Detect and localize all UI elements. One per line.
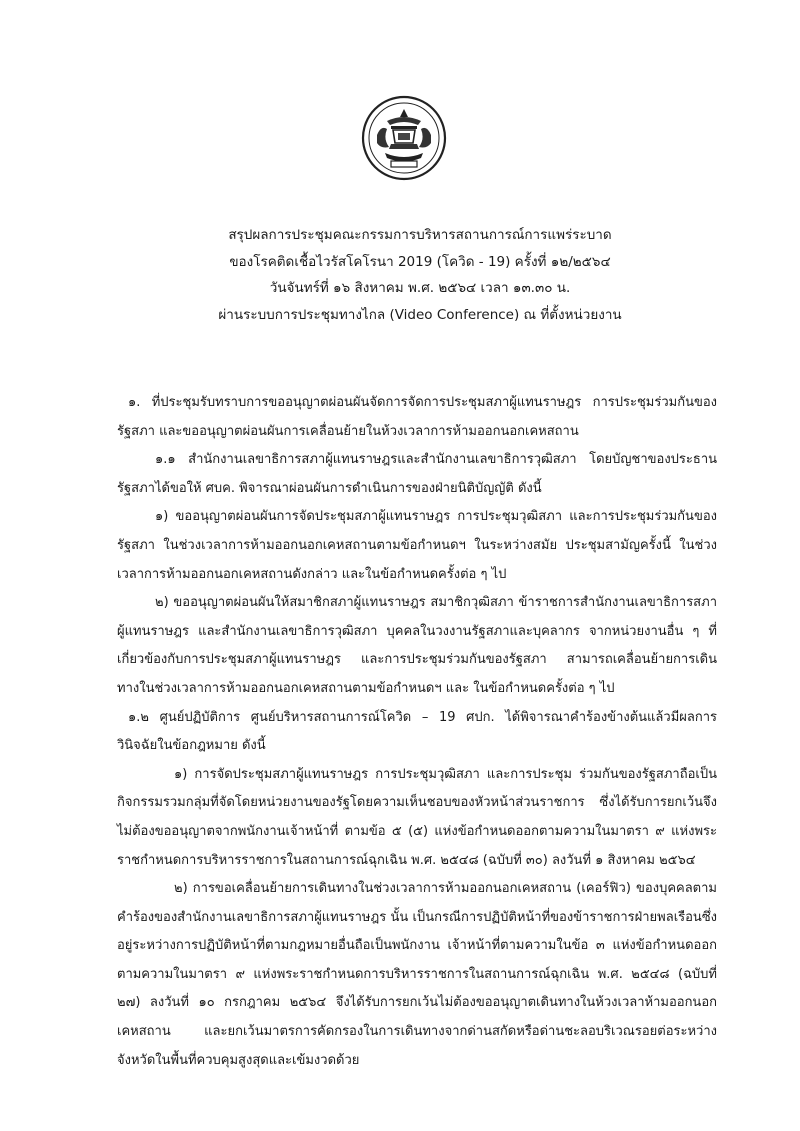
document-header (140, 222, 700, 328)
government-seal-emblem (361, 95, 447, 181)
section-1-2-paragraph: ๑.๒ ศูนย์ปฏิบัติการ ศูนย์บริหารสถานการณ์โควิด – 19 ศปก. ได้พิจารณาคำร้องข้างต้นแล้วมีผลการวินิจฉัยในข้อกฎหมาย ดังนี้ (117, 709, 717, 754)
title-line-1: สรุปผลการประชุมคณะกรรมการบริหารสถานการณ์การแพร่ระบาด (228, 227, 612, 243)
document-body (117, 389, 717, 1075)
section-1-1-item-1: ๑) ขออนุญาตผ่อนผันการจัดประชุมสภาผู้แทนราษฎร การประชุมวุฒิสภา และการประชุมร่วมกันของรัฐสภา ในช่วงเวลาการห้ามออกนอกเคหสถานตามข้อกำหนดฯ ในระหว่างสมัย ประชุมสามัญครั้งนี้ ในช่วงเวลาการห้ามออกนอกเคหสถานดังกล่าว และในข้อกำหนดครั้งต่อ ๆ ไป (117, 509, 717, 582)
date-line: วันจันทร์ที่ ๑๖ สิงหาคม พ.ศ. ๒๕๖๔ เวลา ๑๓.๓๐ น. (269, 280, 571, 296)
section-1-1-paragraph: ๑.๑ สำนักงานเลขาธิการสภาผู้แทนราษฎรและสำนักงานเลขาธิการวุฒิสภา โดยบัญชาของประธานรัฐสภาได้ขอให้ ศบค. พิจารณาผ่อนผันการดำเนินการของฝ่ายนิติบัญญัติ ดังนี้ (117, 452, 717, 496)
section-1-1-item-2: ๒) ขออนุญาตผ่อนผันให้สมาชิกสภาผู้แทนราษฎร สมาชิกวุฒิสภา ข้าราชการสำนักงานเลขาธิการสภาผู้แทนราษฎร และสำนักงานเลขาธิการวุฒิสภา บุคคลในวงงานรัฐสภาและบุคลากร จากหน่วยงานอื่น ๆ ที่เกี่ยวข้องกับการประชุมสภาผู้แทนราษฎร และการประชุมร่วมกันของรัฐสภา สามารถเคลื่อนย้ายการเดินทางในช่วงเวลาการห้ามออกนอกเคหสถานตามข้อกำหนดฯ และ ในข้อกำหนดครั้งต่อ ๆ ไป (117, 595, 717, 696)
section-1-2-item-1: ๑) การจัดประชุมสภาผู้แทนราษฎร การประชุมวุฒิสภา และการประชุม ร่วมกันของรัฐสภาถือเป็นกิจกรรมรวมกลุ่มที่จัดโดยหน่วยงานของรัฐโดยความเห็นชอบของหัวหน้าส่วนราชการ ซึ่งได้รับการยกเว้นจึงไม่ต้องขออนุญาตจากพนักงานเจ้าหน้าที่ ตามข้อ ๕ (๕) แห่งข้อกำหนดออกตามความในมาตรา ๙ แห่งพระราชกำหนดการบริหารราชการในสถานการณ์ฉุกเฉิน พ.ศ. ๒๕๔๘ (ฉบับที่ ๓๐) ลงวันที่ ๑ สิงหาคม ๒๕๖๔ (117, 766, 717, 868)
title-line-2: ของโรคติดเชื้อไวรัสโคโรนา 2019 (โควิด - 19) ครั้งที่ ๑๒/๒๕๖๔ (229, 253, 611, 270)
venue-line: ผ่านระบบการประชุมทางไกล (Video Conference) ณ ที่ตั้งหน่วยงาน (218, 306, 622, 323)
section-1-paragraph: ๑. ที่ประชุมรับทราบการขออนุญาตผ่อนผันจัดการจัดการประชุมสภาผู้แทนราษฎร การประชุมร่วมกันของรัฐสภา และขออนุญาตผ่อนผันการเคลื่อนย้ายในห้วงเวลาการห้ามออกนอกเคหสถาน (117, 395, 717, 439)
section-1-2-item-2: ๒) การขอเคลื่อนย้ายการเดินทางในช่วงเวลาการห้ามออกนอกเคหสถาน (เคอร์ฟิว) ของบุคคลตามคำร้องของสำนักงานเลขาธิการสภาผู้แทนราษฎร นั้น เป็นกรณีการปฏิบัติหน้าที่ของข้าราชการฝ่ายพลเรือนซึ่งอยู่ระหว่างการปฏิบัติหน้าที่ตามกฎหมายอื่นถือเป็นพนักงาน เจ้าหน้าที่ตามความในข้อ ๓ แห่งข้อกำหนดออกตามความในมาตรา ๙ แห่งพระราชกำหนดการบริหารราชการในสถานการณ์ฉุกเฉิน พ.ศ. ๒๕๔๘ (ฉบับที่ ๒๗) ลงวันที่ ๑๐ กรกฎาคม ๒๕๖๔ จึงได้รับการยกเว้นไม่ต้องขออนุญาตเดินทางในห้วงเวลาห้ามออกนอกเคหสถาน และยกเว้นมาตรการคัดกรองในการเดินทางจากด่านสกัดหรือด่านชะลอบริเวณรอยต่อระหว่างจังหวัดในพื้นที่ควบคุมสูงสุดและเข้มงวดด้วย (117, 881, 717, 1068)
